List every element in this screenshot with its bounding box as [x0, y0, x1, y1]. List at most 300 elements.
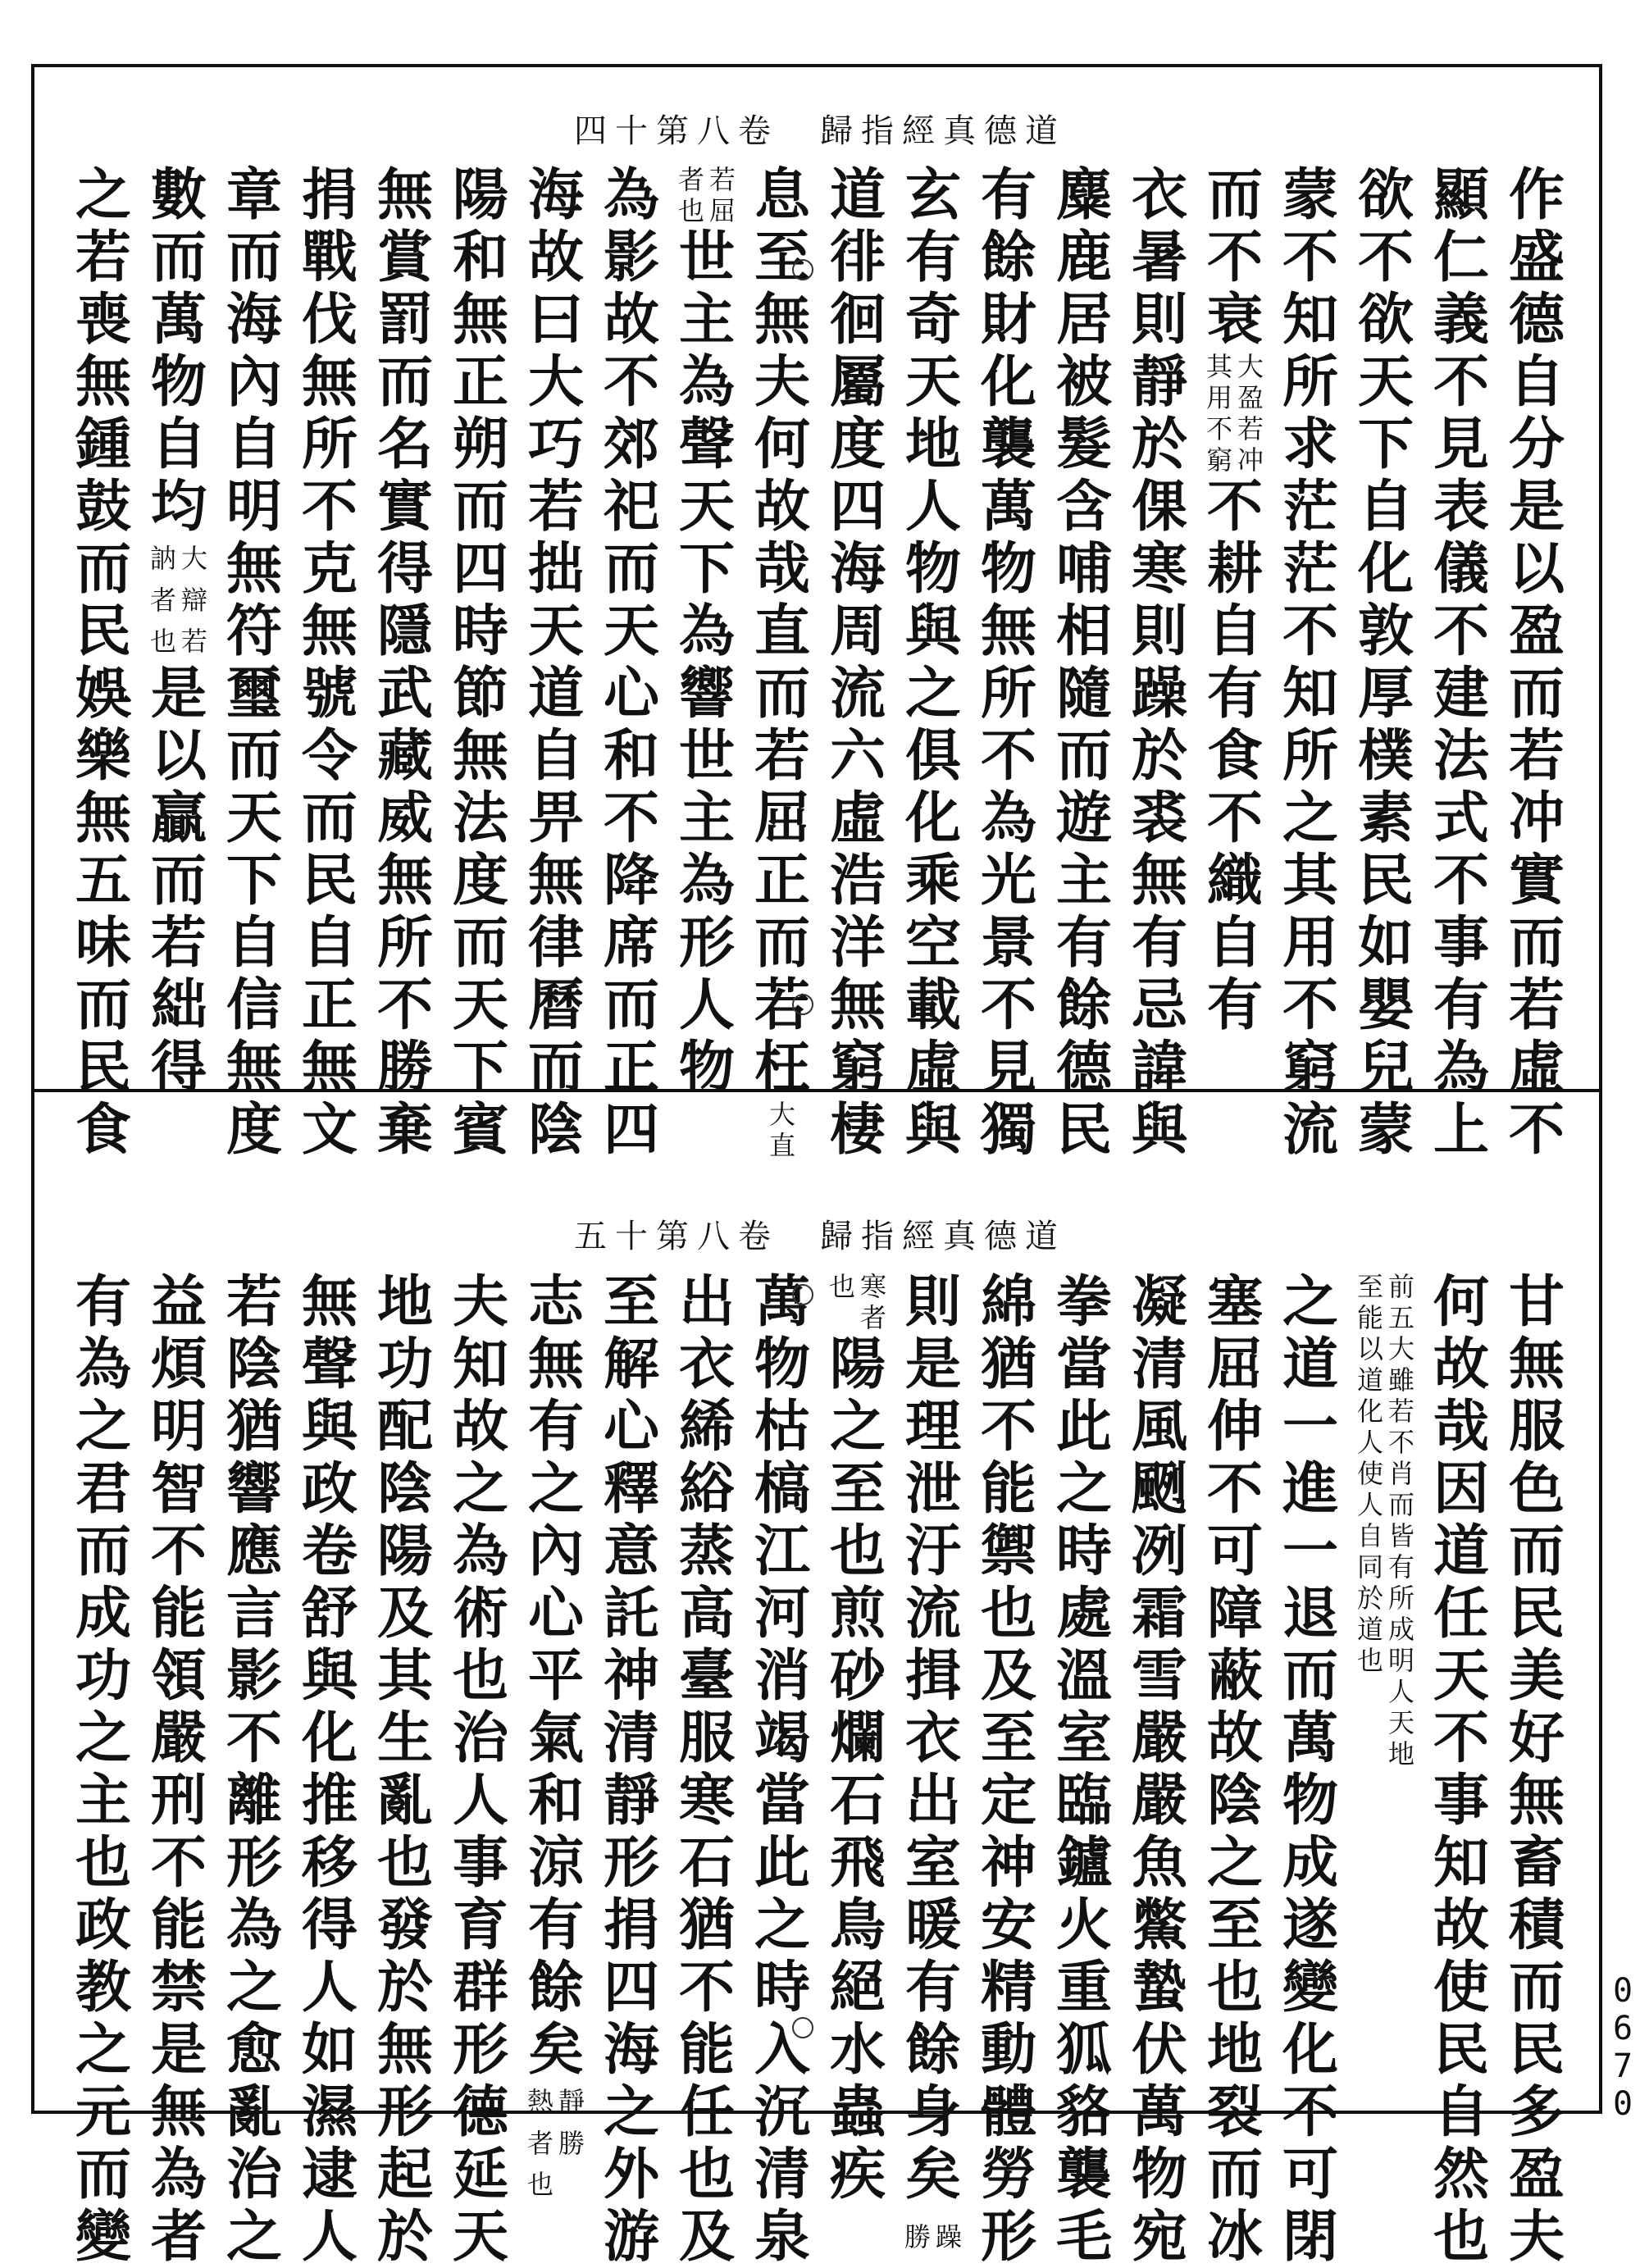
column-marker-circle — [792, 1284, 813, 1305]
text-character: 變 — [1282, 1956, 1338, 2019]
text-character: 積 — [1508, 1894, 1565, 1956]
text-character: 君 — [75, 1458, 131, 1520]
text-character: 物 — [1131, 2143, 1187, 2206]
text-character: 而 — [603, 538, 659, 600]
text-character: 麋 — [1055, 164, 1112, 226]
commentary-column: 者 也 — [677, 164, 704, 226]
text-character: 陰 — [376, 1458, 433, 1520]
text-character: 出 — [904, 1769, 961, 1832]
text-character: 鑪 — [1055, 1832, 1112, 1894]
text-character: 相 — [1055, 600, 1112, 663]
text-character: 下 — [1357, 413, 1414, 476]
text-character: 元 — [75, 2081, 131, 2143]
text-character: 躁 — [1131, 663, 1187, 725]
text-character: 也 — [75, 1832, 131, 1894]
text-character: 煩 — [150, 1333, 207, 1396]
text-character: 泄 — [904, 1458, 961, 1520]
text-character: 形 — [226, 1832, 282, 1894]
text-character: 變 — [75, 2206, 131, 2268]
text-character: 餘 — [527, 1956, 584, 2019]
text-character: 和 — [603, 725, 659, 787]
text-character: 言 — [226, 1583, 282, 1645]
text-character: 則 — [1131, 289, 1187, 351]
commentary-column: 其 用 不 窮 — [1205, 351, 1232, 476]
text-character: 風 — [1131, 1396, 1187, 1458]
text-character: 之 — [527, 1458, 584, 1520]
text-character: 天 — [904, 351, 961, 413]
text-character: 而 — [75, 538, 131, 600]
text-character: 哉 — [1433, 1396, 1489, 1458]
text-character: 政 — [75, 1894, 131, 1956]
text-character: 也 — [829, 1520, 886, 1583]
text-character: 響 — [678, 663, 735, 725]
text-character: 陽 — [829, 1333, 886, 1396]
text-character: 一 — [1282, 1520, 1338, 1583]
text-character: 不 — [1433, 351, 1489, 413]
text-character: 好 — [1508, 1707, 1565, 1769]
commentary-column: 大 直 — [768, 1099, 795, 1161]
text-character: 若 — [754, 725, 810, 787]
text-character: 外 — [603, 2143, 659, 2206]
text-character: 人 — [452, 1769, 508, 1832]
text-character: 聲 — [301, 1333, 358, 1396]
text-character: 勞 — [980, 2143, 1036, 2206]
text-column — [216, 1271, 292, 2268]
text-character: 無 — [527, 1333, 584, 1396]
commentary-column: 勝 — [904, 2221, 931, 2252]
text-column — [594, 1271, 669, 2268]
text-character: 仁 — [1433, 226, 1489, 289]
text-column — [669, 164, 745, 1161]
text-character: 溫 — [1055, 1645, 1112, 1707]
text-character: 正 — [603, 1036, 659, 1099]
text-character: 夫 — [452, 1271, 508, 1333]
text-character: 不 — [1508, 1099, 1565, 1161]
text-character: 襲 — [1055, 2143, 1112, 2206]
text-character: 無 — [1508, 1333, 1565, 1396]
text-character: 襲 — [980, 413, 1036, 476]
text-character: 枉 — [754, 1036, 810, 1099]
text-character: 障 — [1206, 1583, 1263, 1645]
text-character: 也 — [980, 1583, 1036, 1645]
text-character: 天 — [1433, 1645, 1489, 1707]
text-character: 物 — [678, 1036, 735, 1099]
text-character: 無 — [829, 974, 886, 1036]
text-character: 時 — [452, 600, 508, 663]
text-character: 夫 — [754, 351, 810, 413]
text-character: 降 — [603, 849, 659, 912]
text-character: 有 — [1131, 912, 1187, 974]
text-character: 則 — [1131, 600, 1187, 663]
text-character: 度 — [829, 413, 886, 476]
text-character: 賞 — [376, 226, 433, 289]
text-character: 何 — [754, 413, 810, 476]
text-character: 欲 — [1357, 289, 1414, 351]
text-character: 智 — [150, 1458, 207, 1520]
text-character: 民 — [75, 600, 131, 663]
text-character: 知 — [1282, 289, 1338, 351]
text-character: 有 — [527, 1894, 584, 1956]
text-character: 是 — [150, 2019, 207, 2081]
text-character: 物 — [754, 1333, 810, 1396]
text-character: 徊 — [829, 289, 886, 351]
text-character: 空 — [904, 912, 961, 974]
text-character: 賓 — [452, 1099, 508, 1161]
text-character: 神 — [603, 1645, 659, 1707]
text-character: 蒙 — [1357, 1099, 1414, 1161]
text-character: 萬 — [1282, 1707, 1338, 1769]
text-character: 若 — [226, 1271, 282, 1333]
text-character: 心 — [527, 1583, 584, 1645]
text-character: 髮 — [1055, 413, 1112, 476]
text-character: 正 — [301, 974, 358, 1036]
text-character: 化 — [1282, 2019, 1338, 2081]
text-character: 也 — [452, 1645, 508, 1707]
text-character: 海 — [226, 289, 282, 351]
text-character: 萬 — [1131, 2081, 1187, 2143]
text-column — [1046, 164, 1122, 1161]
text-character: 民 — [1508, 2019, 1565, 2081]
text-character: 棄 — [376, 1099, 433, 1161]
commentary-note — [519, 2081, 593, 2206]
text-column — [367, 1271, 443, 2268]
text-character: 藏 — [376, 725, 433, 787]
text-column — [971, 1271, 1046, 2268]
text-character: 道 — [1433, 1520, 1489, 1583]
text-character: 綌 — [678, 1458, 735, 1520]
text-character: 是 — [904, 1333, 961, 1396]
text-character: 民 — [1508, 1583, 1565, 1645]
text-character: 成 — [1282, 1832, 1338, 1894]
page-number — [1610, 1972, 1635, 2123]
text-character: 知 — [452, 1333, 508, 1396]
text-character: 以 — [1508, 538, 1565, 600]
text-character: 物 — [904, 538, 961, 600]
text-character: 及 — [980, 1645, 1036, 1707]
text-character: 何 — [1433, 1271, 1489, 1333]
text-character: 無 — [150, 2081, 207, 2143]
text-character: 萬 — [150, 289, 207, 351]
text-character: 而 — [75, 974, 131, 1036]
text-character: 而 — [376, 351, 433, 413]
text-character: 與 — [301, 1396, 358, 1458]
text-character: 當 — [754, 1769, 810, 1832]
text-character: 形 — [980, 2206, 1036, 2268]
text-character: 分 — [1508, 413, 1565, 476]
text-character: 息 — [754, 164, 810, 226]
text-character: 而 — [1508, 663, 1565, 725]
text-character: 若 — [527, 476, 584, 538]
text-character: 疾 — [829, 2143, 886, 2206]
text-character: 人 — [904, 476, 961, 538]
text-character: 絕 — [829, 1956, 886, 2019]
text-character: 其 — [376, 1645, 433, 1707]
text-character: 逮 — [301, 2143, 358, 2206]
text-character: 而 — [75, 1520, 131, 1583]
text-character: 物 — [1282, 1769, 1338, 1832]
text-column — [292, 164, 367, 1161]
text-character: 伏 — [1131, 2019, 1187, 2081]
text-character: 見 — [1433, 413, 1489, 476]
text-character: 化 — [904, 787, 961, 849]
text-character: 奇 — [904, 289, 961, 351]
text-character: 流 — [1282, 1099, 1338, 1161]
text-character: 不 — [1282, 226, 1338, 289]
text-character: 天 — [527, 600, 584, 663]
text-character: 雪 — [1131, 1645, 1187, 1707]
text-character: 號 — [301, 663, 358, 725]
text-character: 生 — [376, 1707, 433, 1769]
text-character: 煎 — [829, 1583, 886, 1645]
text-character: 舒 — [301, 1583, 358, 1645]
text-column — [1348, 164, 1424, 1161]
text-character: 揖 — [904, 1645, 961, 1707]
text-character: 無 — [226, 1036, 282, 1099]
text-character: 清 — [603, 1707, 659, 1769]
text-character: 所 — [376, 912, 433, 974]
text-character: 移 — [301, 1832, 358, 1894]
text-character: 清 — [754, 2143, 810, 2206]
text-character: 臺 — [678, 1645, 735, 1707]
text-character: 無 — [376, 849, 433, 912]
text-character: 陽 — [376, 1520, 433, 1583]
text-character: 世 — [678, 725, 735, 787]
text-character: 一 — [1282, 1396, 1338, 1458]
text-character: 法 — [1433, 725, 1489, 787]
text-character: 蟄 — [1131, 1956, 1187, 2019]
text-character: 知 — [1433, 1832, 1489, 1894]
text-character: 自 — [226, 912, 282, 974]
text-character: 離 — [226, 1769, 282, 1832]
text-character: 而 — [1206, 2143, 1263, 2206]
text-character: 餘 — [904, 2019, 961, 2081]
commentary-column: 躁 — [935, 2221, 962, 2252]
text-character: 虛 — [1508, 1036, 1565, 1099]
text-character: 陽 — [452, 164, 508, 226]
text-character: 安 — [980, 1894, 1036, 1956]
upper-volume-label: 四十第八卷 — [574, 112, 779, 150]
text-character: 美 — [1508, 1645, 1565, 1707]
text-column — [367, 164, 443, 1161]
text-character: 故 — [452, 1396, 508, 1458]
text-character: 民 — [1357, 849, 1414, 912]
text-character: 無 — [754, 289, 810, 351]
text-character: 被 — [1055, 351, 1112, 413]
text-character: 民 — [75, 1036, 131, 1099]
text-character: 作 — [1508, 164, 1565, 226]
lower-book-title: 歸指經真德道 — [820, 1218, 1066, 1255]
text-character: 是 — [150, 663, 207, 725]
text-character: 服 — [1508, 1396, 1565, 1458]
text-character: 所 — [301, 413, 358, 476]
text-character: 游 — [603, 2206, 659, 2268]
text-character: 之 — [829, 1396, 886, 1458]
text-column — [443, 164, 518, 1161]
text-character: 天 — [678, 476, 735, 538]
text-character: 也 — [678, 2143, 735, 2206]
text-character: 進 — [1282, 1458, 1338, 1520]
text-character: 自 — [1206, 600, 1263, 663]
text-character: 猶 — [678, 1894, 735, 1956]
text-character: 之 — [226, 1956, 282, 2019]
text-character: 之 — [75, 2019, 131, 2081]
text-column — [1348, 1271, 1424, 2268]
text-character: 而 — [1055, 725, 1112, 787]
text-character: 不 — [301, 476, 358, 538]
text-character: 無 — [452, 289, 508, 351]
lower-volume-label: 五十第八卷 — [574, 1218, 779, 1255]
text-character: 延 — [452, 2143, 508, 2206]
text-character: 為 — [678, 849, 735, 912]
text-character: 則 — [904, 1271, 961, 1333]
text-character: 義 — [1433, 289, 1489, 351]
text-character: 治 — [226, 2143, 282, 2206]
text-character: 所 — [1282, 725, 1338, 787]
text-character: 哉 — [754, 538, 810, 600]
page-number-digit: 0 — [1612, 2085, 1633, 2123]
text-character: 人 — [678, 974, 735, 1036]
text-character: 海 — [603, 2019, 659, 2081]
text-character: 若 — [150, 912, 207, 974]
text-character: 盛 — [1508, 226, 1565, 289]
text-character: 靜 — [1131, 351, 1187, 413]
text-character: 物 — [150, 351, 207, 413]
text-character: 寒 — [678, 1769, 735, 1832]
page-number-digit: 0 — [1612, 1972, 1633, 2010]
text-character: 萬 — [980, 476, 1036, 538]
text-character: 樂 — [75, 725, 131, 787]
text-character: 至 — [603, 1271, 659, 1333]
text-character: 徘 — [829, 226, 886, 289]
text-character: 無 — [980, 600, 1036, 663]
text-character: 有 — [980, 164, 1036, 226]
text-character: 室 — [904, 1832, 961, 1894]
text-column — [895, 1271, 971, 2268]
lower-text-block — [66, 1271, 1574, 2268]
page-number-digit: 6 — [1612, 2010, 1633, 2047]
text-character: 德 — [1055, 1036, 1112, 1099]
text-character: 主 — [75, 1769, 131, 1832]
text-character: 而 — [150, 226, 207, 289]
text-character: 乘 — [904, 849, 961, 912]
text-character: 無 — [301, 1271, 358, 1333]
text-character: 哺 — [1055, 538, 1112, 600]
text-character: 陰 — [1206, 1769, 1263, 1832]
text-column — [518, 1271, 594, 2268]
commentary-column: 熱 者 也 — [526, 2086, 554, 2201]
text-character: 拙 — [527, 538, 584, 600]
text-character: 化 — [301, 1707, 358, 1769]
text-character: 是 — [1508, 476, 1565, 538]
commentary-column: 也 — [828, 1271, 855, 1302]
commentary-column: 大 辯 若 — [180, 543, 207, 658]
upper-book-title: 歸指經真德道 — [820, 112, 1066, 150]
text-character: 餘 — [1055, 974, 1112, 1036]
text-character: 嚴 — [1131, 1707, 1187, 1769]
text-character: 內 — [226, 351, 282, 413]
text-character: 應 — [226, 1520, 282, 1583]
commentary-note — [1349, 1271, 1423, 1769]
text-character: 與 — [904, 600, 961, 663]
text-character: 祀 — [603, 476, 659, 538]
text-character: 四 — [829, 476, 886, 538]
text-character: 財 — [980, 289, 1036, 351]
text-character: 五 — [75, 849, 131, 912]
text-character: 之 — [1055, 1458, 1112, 1520]
text-character: 體 — [980, 2081, 1036, 2143]
text-character: 虛 — [829, 787, 886, 849]
text-column — [745, 1271, 820, 2268]
text-character: 有 — [527, 1396, 584, 1458]
text-character: 法 — [452, 787, 508, 849]
text-character: 席 — [603, 912, 659, 974]
text-character: 不 — [1282, 600, 1338, 663]
text-character: 而 — [1508, 1520, 1565, 1583]
text-character: 有 — [75, 1271, 131, 1333]
text-character: 而 — [1282, 1645, 1338, 1707]
text-character: 形 — [678, 912, 735, 974]
text-character: 天 — [1357, 351, 1414, 413]
text-character: 節 — [452, 663, 508, 725]
text-character: 能 — [678, 2019, 735, 2081]
text-character: 矣 — [904, 2143, 961, 2206]
text-character: 飛 — [829, 1832, 886, 1894]
text-character: 能 — [980, 1458, 1036, 1520]
text-character: 與 — [1131, 1099, 1187, 1161]
text-character: 而 — [754, 912, 810, 974]
text-character: 物 — [980, 538, 1036, 600]
text-character: 人 — [301, 2206, 358, 2268]
text-character: 涼 — [527, 1832, 584, 1894]
lower-page-header — [0, 1210, 1640, 1257]
text-character: 文 — [301, 1099, 358, 1161]
text-character: 可 — [1206, 1520, 1263, 1583]
text-character: 與 — [301, 1645, 358, 1707]
text-character: 蒙 — [1282, 164, 1338, 226]
text-character: 若 — [75, 226, 131, 289]
text-character: 之 — [1206, 1832, 1263, 1894]
text-character: 故 — [1433, 1333, 1489, 1396]
text-character: 猶 — [980, 1333, 1036, 1396]
text-character: 度 — [452, 849, 508, 912]
text-character: 儀 — [1433, 538, 1489, 600]
text-character: 隱 — [376, 600, 433, 663]
text-character: 下 — [226, 849, 282, 912]
text-character: 忌 — [1131, 974, 1187, 1036]
text-character: 夫 — [1508, 2206, 1565, 2268]
text-character: 治 — [452, 1707, 508, 1769]
text-character: 明 — [150, 1396, 207, 1458]
text-character: 素 — [1357, 787, 1414, 849]
text-character: 處 — [1055, 1583, 1112, 1645]
text-character: 倮 — [1131, 476, 1187, 538]
text-character: 靜 — [603, 1769, 659, 1832]
text-character: 流 — [829, 663, 886, 725]
text-character: 屈 — [754, 787, 810, 849]
text-character: 泉 — [754, 2206, 810, 2268]
text-character: 為 — [75, 1333, 131, 1396]
text-character: 知 — [1282, 663, 1338, 725]
text-character: 術 — [452, 1583, 508, 1645]
text-character: 可 — [1282, 2143, 1338, 2206]
text-character: 也 — [1206, 1956, 1263, 2019]
text-character: 群 — [452, 1956, 508, 2019]
text-character: 教 — [75, 1956, 131, 2019]
commentary-column: 訥 者 也 — [149, 543, 176, 658]
text-character: 成 — [75, 1583, 131, 1645]
text-character: 之 — [603, 2081, 659, 2143]
text-character: 曰 — [527, 289, 584, 351]
